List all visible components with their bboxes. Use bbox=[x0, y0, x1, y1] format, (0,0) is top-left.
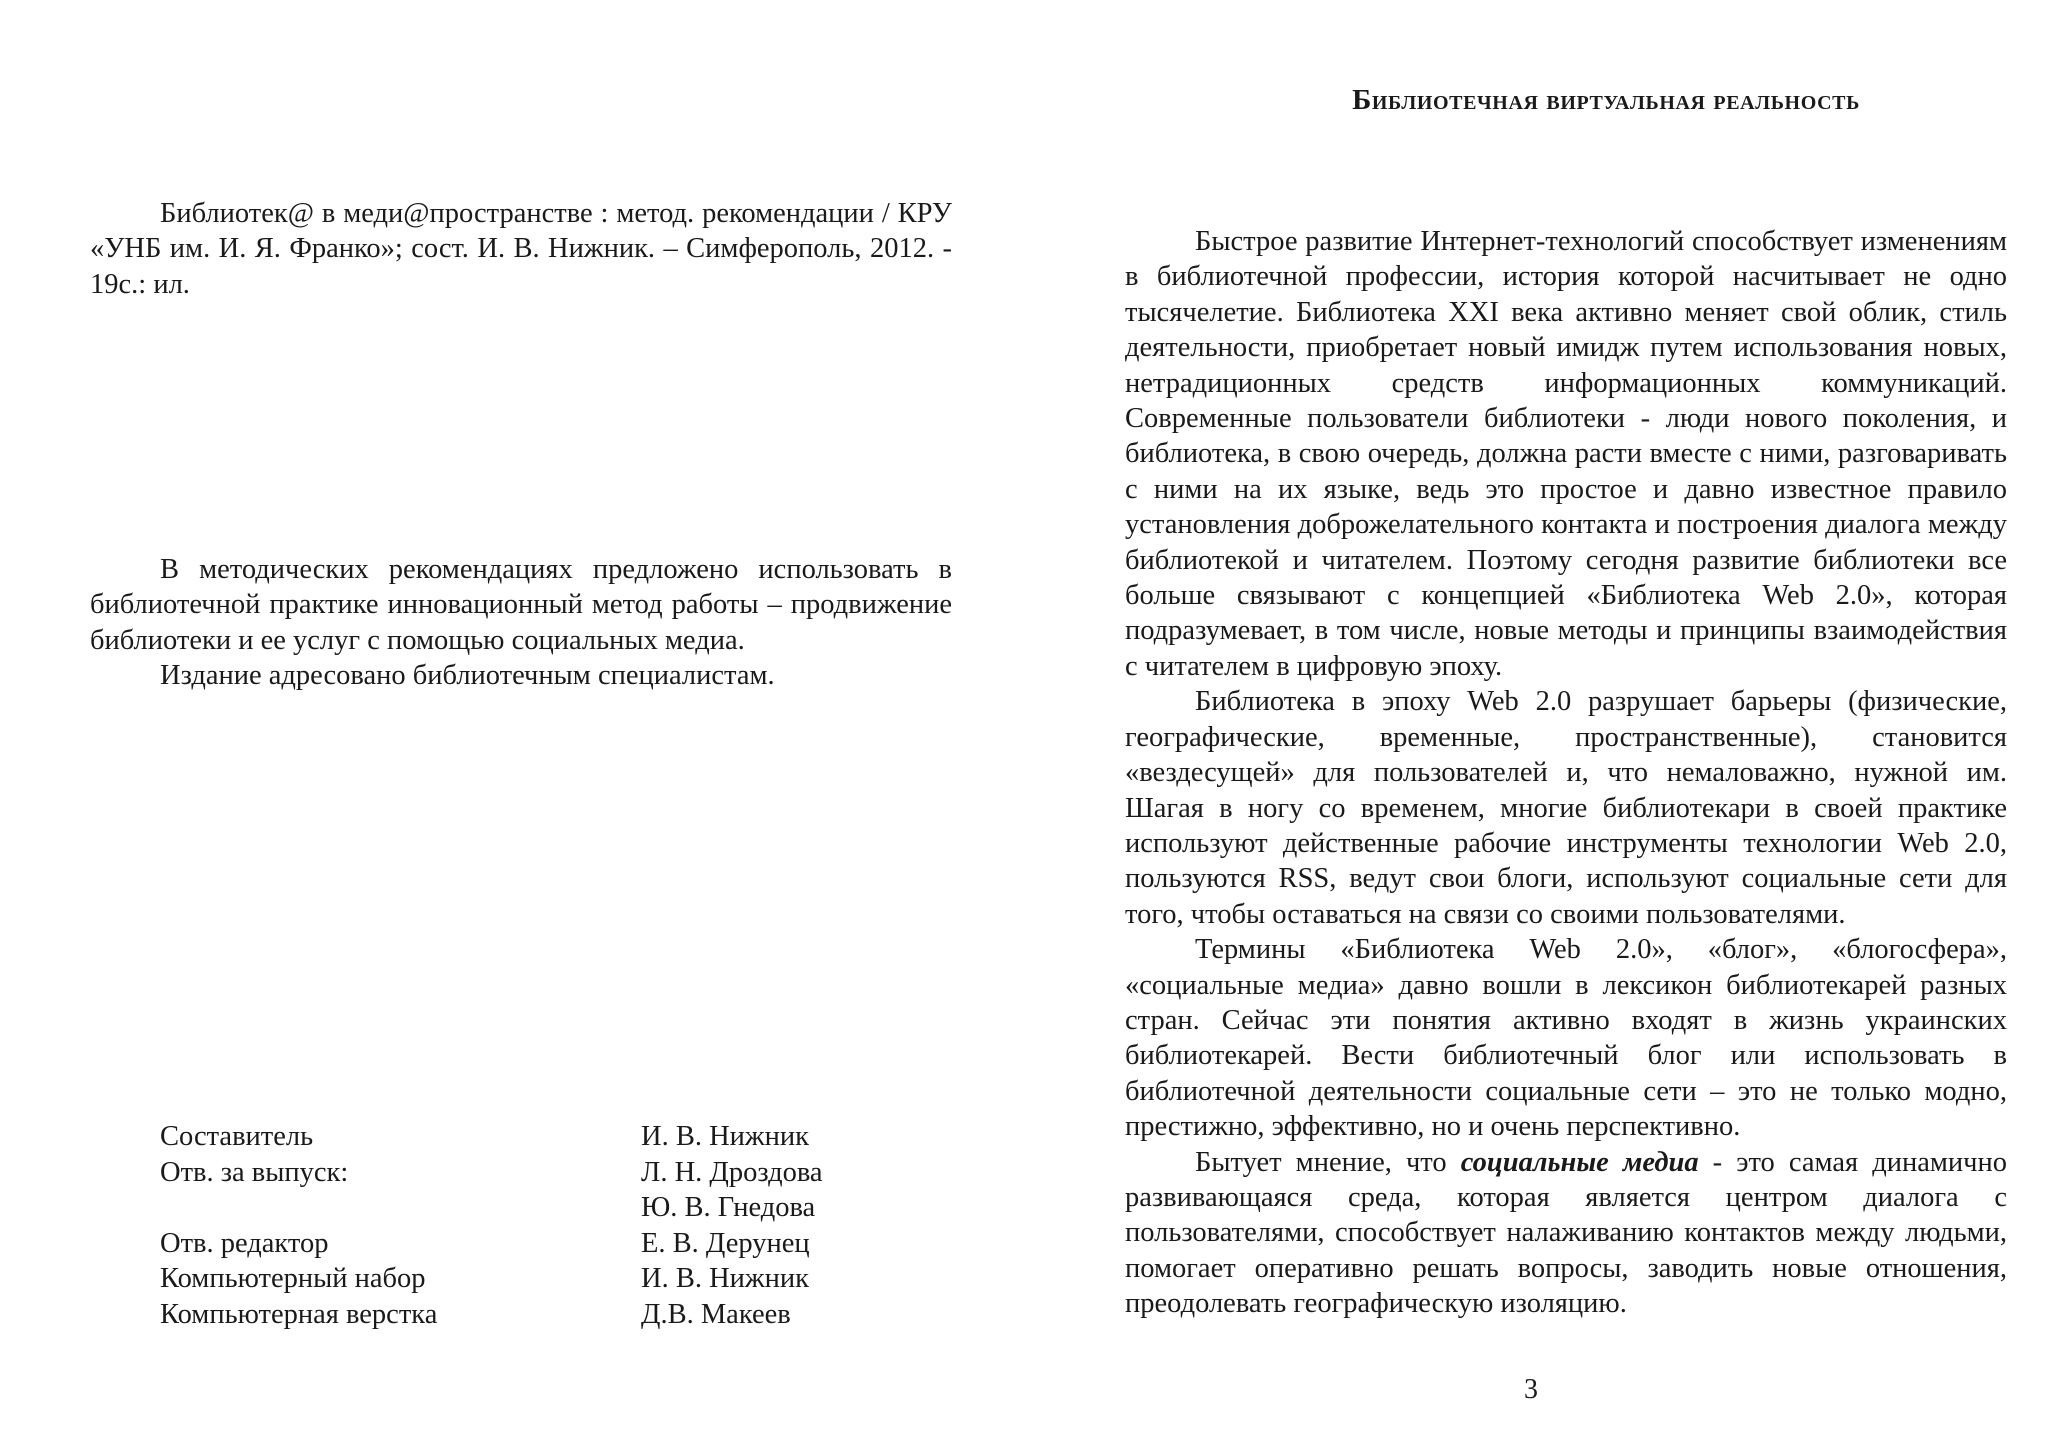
credit-name: Е. В. Дерунец bbox=[641, 1227, 810, 1259]
annotation bbox=[90, 552, 952, 694]
credit-name: Л. Н. Дроздова bbox=[641, 1156, 823, 1188]
credit-role bbox=[90, 1190, 641, 1226]
credits-list bbox=[90, 1119, 952, 1333]
annotation-audience: Издание адресовано библиотечным специалистам. bbox=[160, 660, 775, 692]
credit-name: Ю. В. Гнедова bbox=[641, 1192, 816, 1224]
paragraph-lead-text: Бытует мнение, что bbox=[1195, 1146, 1461, 1178]
credit-role: Компьютерный набор bbox=[160, 1263, 426, 1295]
credit-role: Отв. за выпуск: bbox=[160, 1156, 349, 1188]
emphasized-term: социальные медиа bbox=[1460, 1146, 1699, 1178]
credit-name: Д.В. Макеев bbox=[641, 1298, 791, 1330]
credit-role: Отв. редактор bbox=[160, 1227, 329, 1259]
annotation-paragraph: В методических рекомендациях предложено использовать в библиотечной практике инновационный метод работы – продвижение библиотеки и ее услуг с помощью социальных медиа. bbox=[90, 554, 952, 656]
chapter-title: Библиотечная виртуальная реальность bbox=[1352, 84, 1860, 116]
body-paragraph: Библиотека в эпоху Web 2.0 разрушает барьеры (физические, географические, временные, пространственные), становится «вездесущей» для пользователей и, что немаловажно, нужной им. Шагая в ногу со временем, многие библиотекари в своей практике используют действенные рабочие инструменты технологии Web 2.0, пользуются RSS, ведут свои блоги, используют социальные сети для того, чтобы оставаться на связи со своими пользователями. bbox=[1125, 686, 2007, 930]
credit-row bbox=[90, 1155, 952, 1191]
credit-row bbox=[90, 1297, 952, 1333]
credit-row bbox=[90, 1119, 952, 1155]
credit-role: Составитель bbox=[160, 1121, 314, 1152]
chapter-body bbox=[1125, 224, 2007, 1322]
paragraph-rest-text: - это самая динамично развивающаяся среда, которая является центром диалога с пользователями, способствует налаживанию контактов между людьми, помогает оперативно решать вопросы, заводить новые отношения, преодолевать географическую изоляцию. bbox=[1125, 1146, 2008, 1320]
credit-row bbox=[90, 1190, 952, 1226]
credit-role: Компьютерная верстка bbox=[160, 1298, 438, 1330]
credit-row bbox=[90, 1261, 952, 1297]
right-page bbox=[1024, 0, 2048, 1453]
bibliographic-record: Библиотек@ в меди@пространстве : метод. рекомендации / КРУ «УНБ им. И. Я. Франко»; сост. И. В. Нижник. – Симферополь, 2012. - 19с.: ил. bbox=[90, 198, 952, 300]
body-paragraph: Термины «Библиотека Web 2.0», «блог», «блогосфера», «социальные медиа» давно вошли в лексикон библиотекарей разных стран. Сейчас эти понятия активно входят в жизнь украинских библиотекарей. Вести библиотечный блог или использовать в библиотечной деятельности социальные сети – это не только модно, престижно, эффективно, но и очень перспективно. bbox=[1125, 934, 2007, 1143]
credit-row bbox=[90, 1226, 952, 1262]
page-number: 3 bbox=[1524, 1374, 1538, 1405]
credit-name: И. В. Нижник bbox=[641, 1121, 809, 1152]
credit-name: И. В. Нижник bbox=[641, 1263, 809, 1295]
body-paragraph bbox=[1125, 1145, 2007, 1322]
body-paragraph: Быстрое развитие Интернет-технологий способствует изменениям в библиотечной профессии, история которой насчитывает не одно тысячелетие. Библиотека XXI века активно меняет свой облик, стиль деятельности, приобретает новый имидж путем использования новых, нетрадиционных средств информационных коммуникаций. Современные пользователи библиотеки - люди нового поколения, и библиотека, в свою очередь, должна расти вместе с ними, разговаривать с ними на их языке, ведь это простое и давно известное правило установления доброжелательного контакта и построения диалога между библиотекой и читателем. Поэтому сегодня развитие библиотеки все больше связывают с концепцией «Библиотека Web 2.0», которая подразумевает, в том числе, новые методы и принципы взаимодействия с читателем в цифровую эпоху. bbox=[1125, 226, 2007, 682]
